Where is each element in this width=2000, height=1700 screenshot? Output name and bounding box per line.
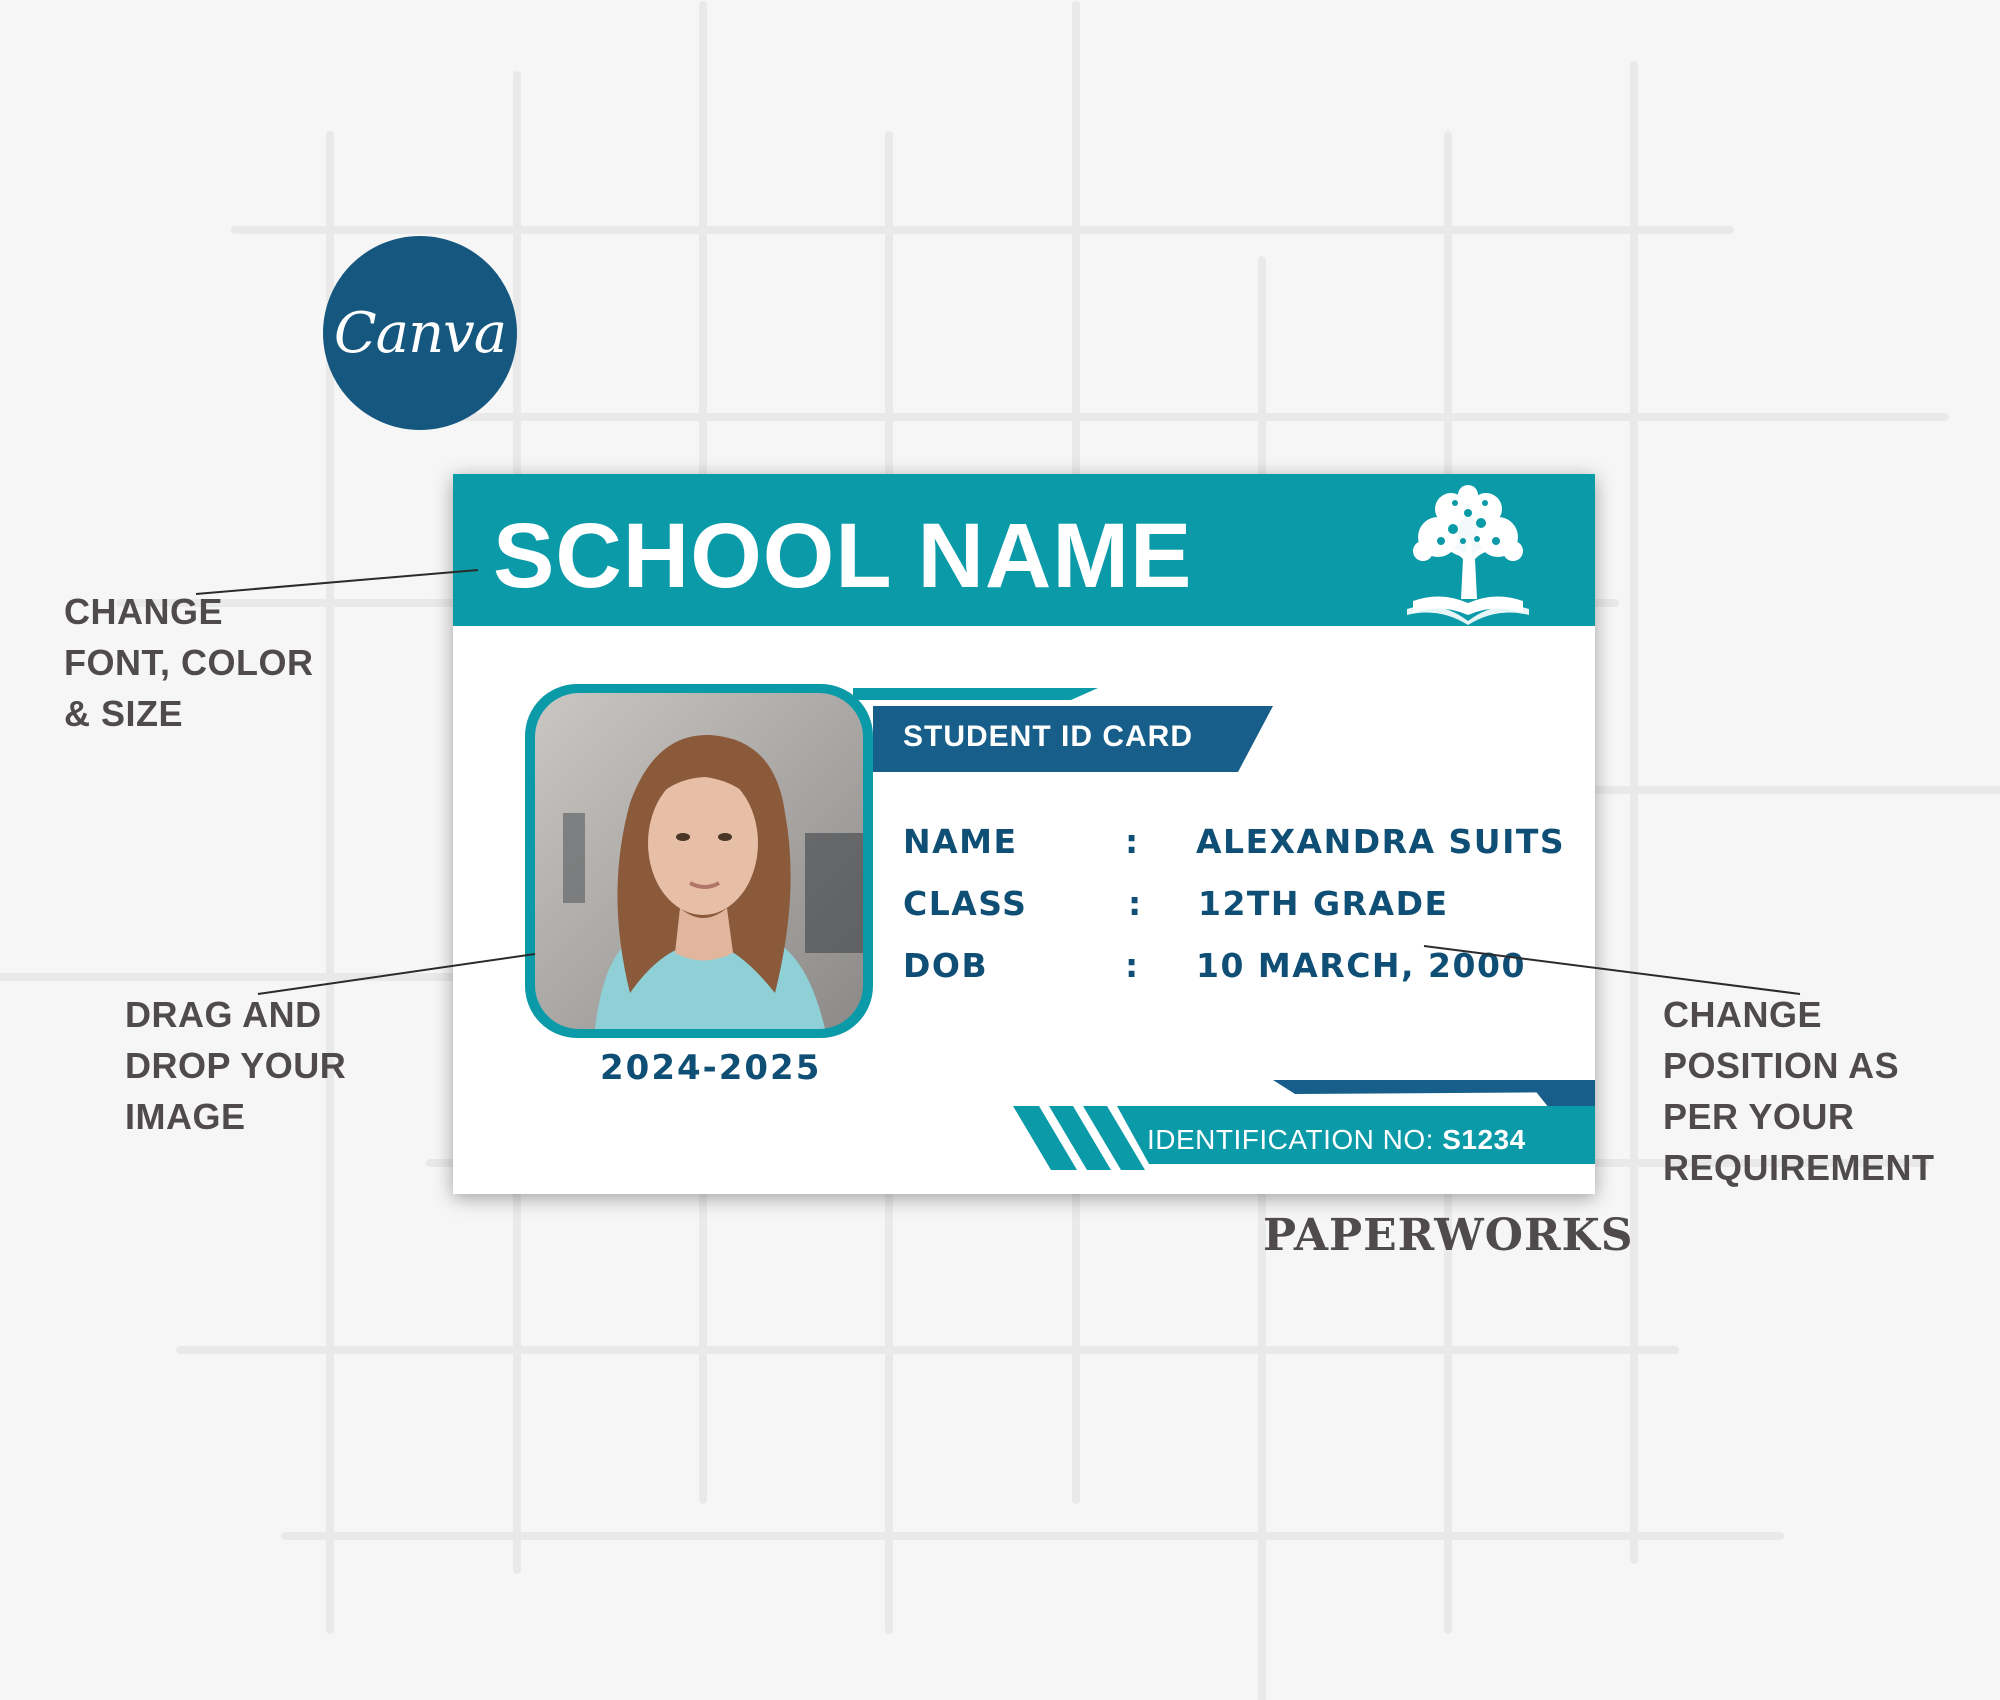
class-separator: : [1128,884,1143,923]
dob-value[interactable]: 10 MARCH, 2000 [1196,946,1526,985]
dob-label: DOB [903,946,989,985]
name-label: NAME [903,822,1018,861]
class-label: CLASS [903,884,1028,923]
note-line: POSITION AS [1663,1045,1900,1086]
student-photo-placeholder[interactable] [535,693,863,1029]
class-value[interactable]: 12TH GRADE [1198,884,1449,923]
identification-number[interactable] [1147,1124,1526,1156]
note-line: DROP YOUR [125,1045,347,1086]
canva-logo: Canva [323,236,517,430]
brand-name: PAPERWORKS [1263,1210,1634,1261]
name-separator: : [1125,822,1140,861]
dob-separator: : [1125,946,1140,985]
name-value[interactable]: ALEXANDRA SUITS [1196,822,1566,861]
note-line: & SIZE [64,693,184,734]
card-title: STUDENT ID CARD [903,720,1193,753]
change-position-note [1663,989,1935,1193]
note-line: CHANGE [1663,994,1823,1035]
font-color-size-note [64,586,313,739]
note-line: FONT, COLOR [64,642,314,683]
academic-year[interactable]: 2024-2025 [600,1048,822,1088]
note-line: PER YOUR [1663,1096,1855,1137]
student-portrait [535,693,863,1029]
note-line: REQUIREMENT [1663,1147,1935,1188]
id-value: S1234 [1442,1124,1526,1155]
student-id-card[interactable] [453,474,1595,1194]
id-label: IDENTIFICATION NO: [1147,1124,1434,1155]
note-line: IMAGE [125,1096,246,1137]
school-name[interactable]: SCHOOL NAME [493,505,1193,607]
note-line: CHANGE [64,591,224,632]
note-line: DRAG AND [125,994,322,1035]
tree-book-icon [1393,479,1543,625]
drag-drop-image-note [125,989,346,1142]
